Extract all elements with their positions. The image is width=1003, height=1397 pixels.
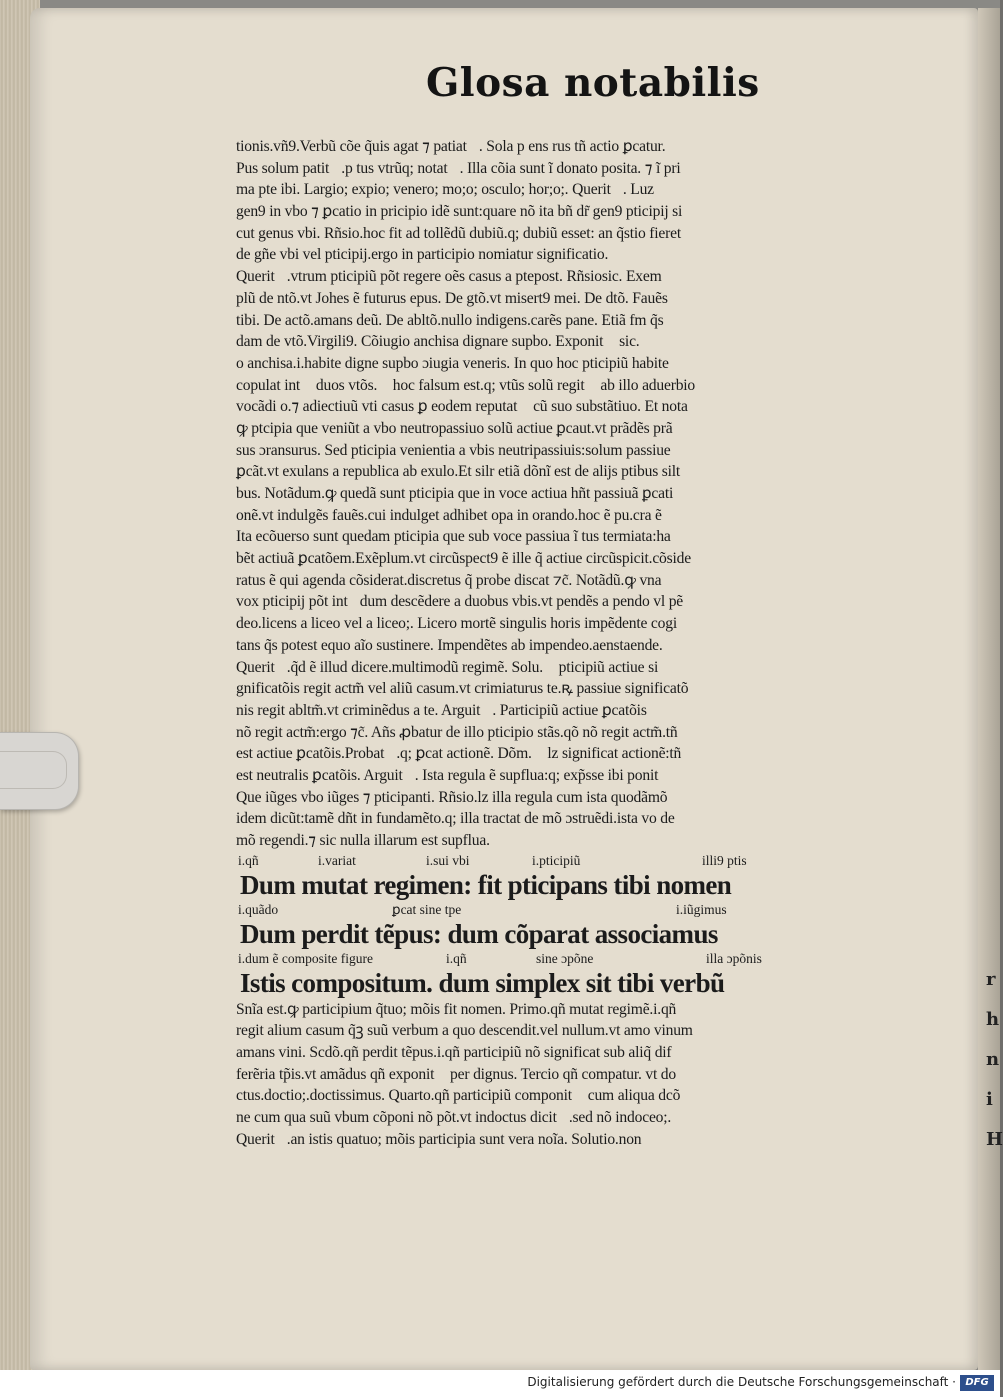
dfg-logo: DFG: [960, 1375, 994, 1391]
text-line: ma pte ibi. Largio; expio; venero; mo;o; osculo; hor;o;. Querit᷑. Luz: [236, 181, 654, 199]
main-text: [236, 136, 886, 1151]
verse-line-1: Dum mutat regimen: fit pticipans tibi nomen: [240, 869, 732, 900]
text-line: tibi. De actõ.amans deũ. De abltõ.nullo indigens.carẽs pane. Etiã fm q̃s: [236, 311, 664, 329]
text-line: gnificatõis regit actm̃ vel aliũ casum.vt crimiaturus te.ꝶ passiue significatõ: [236, 680, 689, 698]
text-line: de gñe vbi vel pticipij.ergo in participio nomiatur significatio.: [236, 246, 609, 264]
text-line: Que iũges vbo iũges ⁊ pticipanti. Rñsio.lz illa regula cum ista quodãmõ: [236, 788, 668, 806]
text-line: ꝑcãt.vt exulans a republica ab exulo.Et silr etiã dõnĩ est de alijs ptibus silt: [236, 463, 681, 481]
footer-bar: [0, 1370, 1000, 1397]
margin-letter: h: [986, 1009, 1000, 1030]
text-line: bẽt actiuã ꝑcatõem.Exẽplum.vt circũspect9 ẽ ille q̃ actiue circũspicit.cõside: [236, 550, 691, 568]
text-line: deo.licens a liceo vel a liceo;. Licero mortẽ singulis horis impẽdente cogi: [236, 615, 677, 633]
gloss-word: i.variat: [318, 852, 356, 868]
text-line: mõ regendi.⁊ sic nulla illarum est supflua.: [236, 832, 490, 849]
gloss-word: sine ɔpõne: [536, 950, 594, 966]
text-line: ctus.doctio;.doctissimus. Quarto.qñ participiũ componit᷑ cum aliqua dcõ: [236, 1087, 681, 1105]
text-line: cut genus vbi. Rñsio.hoc fit ad tollẽdũ dubiũ.q; dubiũ esset: an q̃stio fieret: [236, 224, 681, 242]
text-line: amans vini. Scdõ.qñ perdit tẽpus.i.qñ participiũ nõ significat sub aliq̃ dif: [236, 1044, 672, 1062]
text-line: vocãdi o.⁊ adiectiuũ vti casus ꝑ eodem reputat᷑ cũ suo substãtiuo. Et nota: [236, 398, 688, 416]
verse-gloss-2: [236, 901, 886, 919]
text-line: Querit᷑.q̃d ẽ illud dicere.multimodũ regimẽ. Solu.ꝙ pticipiũ actiue si: [236, 658, 659, 676]
text-line: plũ de ntõ.vt Johes ẽ futurus epus. De gtõ.vt misert9 mei. De dtõ. Fauẽs: [236, 289, 668, 307]
commentary-block-2: [236, 999, 886, 1151]
text-line: dam de vtõ.Virgili9. Cõiugio anchisa dignare supbo. Exponit᷑ sic.: [236, 333, 640, 351]
text-line: ꝙ ptcipia que veniũt a vbo neutropassiuo solũ actiue ꝑcaut.vt prãdẽs prã: [236, 419, 673, 437]
text-line: vox pticipij põt int᷑dum descẽdere a duobus vbis.vt pendẽs a pendo vl pẽ: [236, 593, 684, 611]
page-heading: Glosa notabilis: [426, 60, 760, 106]
page-tab-handle: [0, 732, 79, 810]
margin-letter: i: [986, 1089, 993, 1110]
text-line: idem dicũt:tamẽ dñt in fundamẽto.q; illa tractat de mõ ɔstruẽdi.ista vo de: [236, 810, 675, 828]
verse-line-3: Istis compositum. dum simplex sit tibi verbũ: [240, 967, 725, 998]
text-line: copulat int᷑ duos vtõs.ꝶ hoc falsum est.q; vtũs solũ regit᷑ ab illo aduerbio: [236, 376, 696, 394]
text-line: ferẽria tp̃is.vt amãdus qñ exponit᷑ per dignus. Tercio qñ compatur. vt do: [236, 1065, 677, 1083]
text-line: bus. Notãdum.ꝙ quedã sunt pticipia que in voce actiua hñt passiuã ꝑcati: [236, 485, 674, 502]
gloss-word: i.sui vbi: [426, 852, 470, 868]
text-line: tans q̃s potest equo aĩo sustinere. Impendẽtes ab impendeo.aenstaende.: [236, 636, 663, 654]
text-line: nõ regit actm̃:ergo ⁊c̃. Añs ꝓbatur de illo pticipio stãs.qõ nõ regit actm̃.tñ: [236, 723, 678, 741]
text-line: ne cum qua suũ vbum cõponi nõ põt.vt indoctus dicit᷑.sed nõ indoceo;.: [236, 1109, 672, 1127]
gloss-word: i.qñ: [238, 852, 259, 868]
funding-credit: Digitalisierung gefördert durch die Deutsche Forschungsgemeinschaft ·: [527, 1375, 956, 1389]
margin-letters: [986, 960, 1003, 1160]
gloss-word: ꝑcat sine tpe: [392, 901, 462, 917]
gloss-word: illa ɔpõnis: [706, 950, 762, 966]
text-line: onẽ.vt indulgẽs fauẽs.cui indulget adhibet opa in orando.hoc ẽ pu.cra ẽ: [236, 506, 662, 524]
gloss-word: i.quãdo: [238, 901, 279, 917]
text-line: regit alium casum q̃ꝫ suũ verbum a quo descendit.vel nullum.vt amo vinum: [236, 1022, 693, 1040]
margin-letter: r: [986, 969, 996, 990]
margin-letter: H: [986, 1129, 1003, 1150]
text-line: nis regit abltm̃.vt criminẽdus a te. Arguit᷑. Participiũ actiue ꝑcatõis: [236, 701, 647, 719]
text-line: Pus solum patit᷑.p tus vtrũq; notat᷑. Illa cõia sunt ĩ donato posita. ⁊ ĩ pri: [236, 159, 681, 177]
text-line: sus ɔransurus. Sed pticipia venientia a vbis neutripassiuis:solum passiue: [236, 441, 671, 459]
text-line: Querit᷑.an istis quatuo; mõis participia sunt vera noĩa. Solutio.non: [236, 1130, 642, 1148]
text-line: est neutralis ꝑcatõis. Arguit᷑. Ista regula ẽ supflua:q; exp̃sse ibi ponit᷑: [236, 766, 671, 784]
verse-gloss-1: [236, 852, 886, 870]
facing-page-edge: [978, 8, 1003, 1370]
gloss-word: i.qñ: [446, 950, 467, 966]
text-line: tionis.vñ9.Verbũ cõe q̃uis agat ⁊ patiat᷑. Sola p ens rus tñ actio ꝑcatur.: [236, 138, 666, 155]
text-line: gen9 in vbo ⁊ ꝑcatio in pricipio idẽ sunt:quare nõ ita bñ dr̃ gen9 pticipij si: [236, 203, 683, 221]
gloss-word: i.pticipiũ: [532, 852, 581, 868]
text-line: ratus ẽ qui agenda cõsiderat.discretus q̃ probe discat ⁊c̃. Notãdũ.ꝙ vna: [236, 571, 662, 589]
verse-gloss-3: [236, 950, 886, 968]
verse-line-2: Dum perdit tẽpus: dum cõparat associamus: [240, 918, 718, 949]
text-line: Snĩa est.ꝙ participium q̃tuo; mõis fit nomen. Primo.qñ mutat regimẽ.i.qñ: [236, 1000, 677, 1018]
text-line: Ita ecõuerso sunt quedam pticipia que sub voce passiua ĩ tus termiata:ha: [236, 528, 671, 546]
text-line: Querit᷑.vtrum pticipiũ põt regere oẽs casus a ptepost. Rñsiosic. Exem: [236, 268, 662, 286]
gloss-word: i.dum ẽ composite figure: [238, 950, 373, 966]
text-line: o anchisa.i.habite digne supbo ɔiugia veneris. In quo hoc pticipiũ habite: [236, 354, 669, 372]
commentary-block-1: [236, 136, 886, 852]
text-line: est actiue ꝑcatõis.Probat᷑.q; ꝑcat actionẽ. Dõm.ꝙ lz significat actionẽ:tñ: [236, 745, 682, 763]
gloss-word: i.iũgimus: [676, 901, 727, 917]
gloss-word: illi9 ptis: [702, 852, 747, 868]
margin-letter: n: [986, 1049, 1000, 1070]
